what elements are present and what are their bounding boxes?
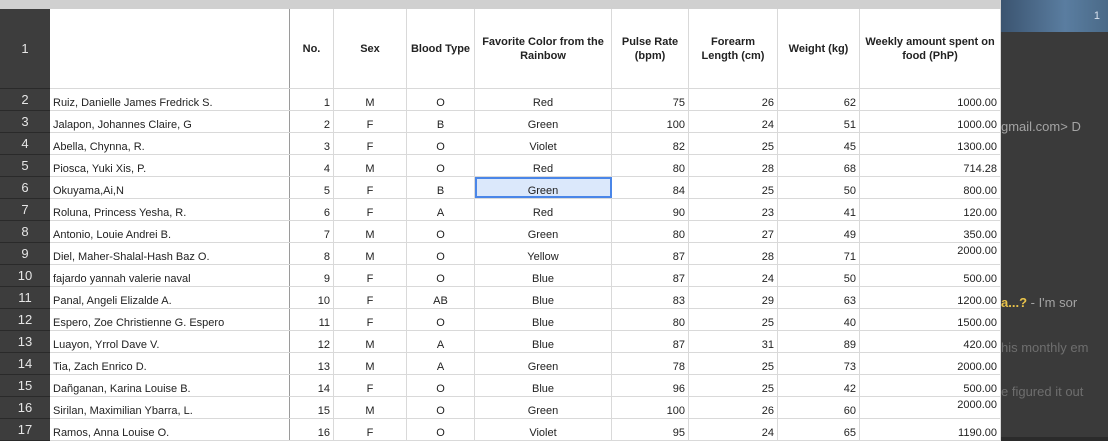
cell-sex[interactable]: F — [334, 287, 407, 308]
cell-forearm-length[interactable]: 26 — [689, 89, 778, 110]
cell-favorite-color[interactable]: Green — [475, 177, 612, 198]
header-sex[interactable]: Sex — [334, 9, 407, 88]
cell-no[interactable]: 8 — [290, 243, 334, 264]
cell-blood-type[interactable]: O — [407, 265, 475, 286]
cell-forearm-length[interactable]: 28 — [689, 155, 778, 176]
cell-pulse-rate[interactable]: 75 — [612, 89, 689, 110]
header-pulse-rate[interactable]: Pulse Rate (bpm) — [612, 9, 689, 88]
cell-food-spend[interactable]: 1200.00 — [860, 287, 1001, 308]
cell-weight[interactable]: 89 — [778, 331, 860, 352]
cell-weight[interactable]: 68 — [778, 155, 860, 176]
background-window — [1001, 0, 1108, 437]
row-number[interactable]: 9 — [0, 243, 50, 265]
cell-name[interactable]: Jalapon, Johannes Claire, G — [50, 111, 290, 132]
cell-blood-type[interactable]: O — [407, 375, 475, 396]
cell-favorite-color[interactable]: Green — [475, 111, 612, 132]
cell-name[interactable]: Roluna, Princess Yesha, R. — [50, 199, 290, 220]
cell-forearm-length[interactable]: 23 — [689, 199, 778, 220]
cell-favorite-color[interactable]: Blue — [475, 309, 612, 330]
row-number[interactable]: 8 — [0, 221, 50, 243]
row-number[interactable]: 10 — [0, 265, 50, 287]
row-number[interactable]: 5 — [0, 155, 50, 177]
cell-pulse-rate[interactable]: 78 — [612, 353, 689, 374]
cell-sex[interactable]: F — [334, 375, 407, 396]
cell-blood-type[interactable]: AB — [407, 287, 475, 308]
cell-forearm-length[interactable]: 24 — [689, 111, 778, 132]
cell-sex[interactable]: M — [334, 155, 407, 176]
cell-name[interactable]: Abella, Chynna, R. — [50, 133, 290, 154]
cell-pulse-rate[interactable]: 100 — [612, 397, 689, 418]
cell-food-spend[interactable]: 500.00 — [860, 375, 1001, 396]
cell-no[interactable]: 1 — [290, 89, 334, 110]
background-text-line-4: e figured it out — [1001, 384, 1084, 399]
cell-food-spend[interactable]: 120.00 — [860, 199, 1001, 220]
row-header-column — [0, 9, 50, 441]
cell-weight[interactable]: 73 — [778, 353, 860, 374]
row-number[interactable]: 6 — [0, 177, 50, 199]
cell-sex[interactable]: M — [334, 89, 407, 110]
cell-no[interactable]: 14 — [290, 375, 334, 396]
cell-food-spend[interactable]: 2000.00 — [860, 353, 1001, 374]
background-text-line-3: his monthly em — [1001, 340, 1089, 355]
cell-favorite-color[interactable]: Blue — [475, 265, 612, 286]
cell-favorite-color[interactable]: Green — [475, 397, 612, 418]
table-row — [50, 111, 1001, 133]
cell-favorite-color[interactable]: Green — [475, 221, 612, 242]
cell-food-spend[interactable]: 420.00 — [860, 331, 1001, 352]
cell-pulse-rate[interactable]: 95 — [612, 419, 689, 440]
cell-forearm-length[interactable]: 26 — [689, 397, 778, 418]
header-weight[interactable]: Weight (kg) — [778, 9, 860, 88]
cell-name[interactable]: Luayon, Yrrol Dave V. — [50, 331, 290, 352]
cell-no[interactable]: 11 — [290, 309, 334, 330]
cell-no[interactable]: 15 — [290, 397, 334, 418]
cell-favorite-color[interactable]: Violet — [475, 419, 612, 440]
cell-food-spend[interactable]: 2000.00 — [860, 397, 1001, 418]
cell-name[interactable]: fajardo yannah valerie naval — [50, 265, 290, 286]
table-row — [50, 287, 1001, 309]
cell-forearm-length[interactable]: 24 — [689, 419, 778, 440]
cell-sex[interactable]: M — [334, 221, 407, 242]
cell-name[interactable]: Diel, Maher-Shalal-Hash Baz O. — [50, 243, 290, 264]
cell-name[interactable]: Okuyama,Ai,N — [50, 177, 290, 198]
cell-no[interactable]: 10 — [290, 287, 334, 308]
cell-no[interactable]: 16 — [290, 419, 334, 440]
cell-pulse-rate[interactable]: 100 — [612, 111, 689, 132]
cell-favorite-color[interactable]: Blue — [475, 375, 612, 396]
cell-name[interactable]: Antonio, Louie Andrei B. — [50, 221, 290, 242]
cell-blood-type[interactable]: O — [407, 309, 475, 330]
cell-forearm-length[interactable]: 25 — [689, 309, 778, 330]
cell-weight[interactable]: 60 — [778, 397, 860, 418]
cell-name[interactable]: Piosca, Yuki Xis, P. — [50, 155, 290, 176]
cell-blood-type[interactable]: O — [407, 133, 475, 154]
cell-blood-type[interactable]: A — [407, 331, 475, 352]
table-row — [50, 265, 1001, 287]
row-number[interactable]: 4 — [0, 133, 50, 155]
cell-pulse-rate[interactable]: 87 — [612, 265, 689, 286]
row-number[interactable]: 12 — [0, 309, 50, 331]
cell-blood-type[interactable]: O — [407, 419, 475, 440]
cell-sex[interactable]: M — [334, 353, 407, 374]
row-number[interactable]: 15 — [0, 375, 50, 397]
cell-sex[interactable]: M — [334, 331, 407, 352]
cell-blood-type[interactable]: O — [407, 221, 475, 242]
cell-no[interactable]: 3 — [290, 133, 334, 154]
cell-sex[interactable]: M — [334, 243, 407, 264]
spreadsheet-grid — [50, 9, 1001, 441]
background-text-line-1: gmail.com> D — [1001, 119, 1081, 134]
cell-name[interactable]: Panal, Angeli Elizalde A. — [50, 287, 290, 308]
background-thumb-text: 1 — [1093, 10, 1100, 22]
cell-food-spend[interactable]: 350.00 — [860, 221, 1001, 242]
cell-blood-type[interactable]: B — [407, 177, 475, 198]
row-number[interactable]: 11 — [0, 287, 50, 309]
cell-forearm-length[interactable]: 28 — [689, 243, 778, 264]
cell-sex[interactable]: F — [334, 111, 407, 132]
cell-weight[interactable]: 65 — [778, 419, 860, 440]
cell-forearm-length[interactable]: 31 — [689, 331, 778, 352]
cell-blood-type[interactable]: B — [407, 111, 475, 132]
cell-no[interactable]: 2 — [290, 111, 334, 132]
table-row — [50, 177, 1001, 199]
cell-weight[interactable]: 45 — [778, 133, 860, 154]
table-row — [50, 309, 1001, 331]
cell-no[interactable]: 9 — [290, 265, 334, 286]
cell-food-spend[interactable]: 1190.00 — [860, 419, 1001, 440]
cell-weight[interactable]: 40 — [778, 309, 860, 330]
cell-name[interactable]: Tia, Zach Enrico D. — [50, 353, 290, 374]
cell-forearm-length[interactable]: 27 — [689, 221, 778, 242]
row-number[interactable]: 17 — [0, 419, 50, 441]
cell-pulse-rate[interactable]: 80 — [612, 309, 689, 330]
row-number[interactable]: 1 — [0, 9, 50, 89]
cell-pulse-rate[interactable]: 82 — [612, 133, 689, 154]
cell-weight[interactable]: 42 — [778, 375, 860, 396]
cell-sex[interactable]: F — [334, 177, 407, 198]
cell-forearm-length[interactable]: 29 — [689, 287, 778, 308]
cell-blood-type[interactable]: A — [407, 199, 475, 220]
cell-favorite-color[interactable]: Green — [475, 353, 612, 374]
row-number[interactable]: 14 — [0, 353, 50, 375]
cell-favorite-color[interactable]: Yellow — [475, 243, 612, 264]
header-food-spend[interactable]: Weekly amount spent on food (PhP) — [860, 9, 1001, 88]
cell-pulse-rate[interactable]: 84 — [612, 177, 689, 198]
cell-favorite-color[interactable]: Blue — [475, 287, 612, 308]
cell-blood-type[interactable]: O — [407, 243, 475, 264]
cell-food-spend[interactable]: 2000.00 — [860, 243, 1001, 264]
cell-food-spend[interactable]: 1000.00 — [860, 89, 1001, 110]
cell-no[interactable]: 7 — [290, 221, 334, 242]
cell-name[interactable]: Dañganan, Karina Louise B. — [50, 375, 290, 396]
cell-forearm-length[interactable]: 24 — [689, 265, 778, 286]
cell-sex[interactable]: M — [334, 397, 407, 418]
cell-no[interactable]: 13 — [290, 353, 334, 374]
header-forearm-length[interactable]: Forearm Length (cm) — [689, 9, 778, 88]
cell-food-spend[interactable]: 1300.00 — [860, 133, 1001, 154]
cell-weight[interactable]: 50 — [778, 265, 860, 286]
row-number[interactable]: 3 — [0, 111, 50, 133]
cell-favorite-color[interactable]: Red — [475, 199, 612, 220]
cell-name[interactable]: Sirilan, Maximilian Ybarra, L. — [50, 397, 290, 418]
header-row — [50, 9, 1001, 89]
cell-food-spend[interactable]: 500.00 — [860, 265, 1001, 286]
cell-pulse-rate[interactable]: 80 — [612, 221, 689, 242]
header-blood-type[interactable]: Blood Type — [407, 9, 475, 88]
cell-weight[interactable]: 71 — [778, 243, 860, 264]
cell-blood-type[interactable]: O — [407, 397, 475, 418]
table-row — [50, 89, 1001, 111]
cell-pulse-rate[interactable]: 96 — [612, 375, 689, 396]
table-row — [50, 419, 1001, 441]
cell-favorite-color[interactable]: Red — [475, 155, 612, 176]
cell-weight[interactable]: 50 — [778, 177, 860, 198]
cell-forearm-length[interactable]: 25 — [689, 353, 778, 374]
cell-pulse-rate[interactable]: 87 — [612, 243, 689, 264]
cell-food-spend[interactable]: 1500.00 — [860, 309, 1001, 330]
cell-no[interactable]: 5 — [290, 177, 334, 198]
cell-name[interactable]: Ruiz, Danielle James Fredrick S. — [50, 89, 290, 110]
cell-forearm-length[interactable]: 25 — [689, 133, 778, 154]
cell-sex[interactable]: F — [334, 199, 407, 220]
cell-food-spend[interactable]: 714.28 — [860, 155, 1001, 176]
cell-sex[interactable]: F — [334, 133, 407, 154]
cell-no[interactable]: 12 — [290, 331, 334, 352]
cell-food-spend[interactable]: 1000.00 — [860, 111, 1001, 132]
header-name[interactable] — [50, 9, 290, 88]
table-row — [50, 353, 1001, 375]
table-row — [50, 397, 1001, 419]
cell-favorite-color[interactable]: Red — [475, 89, 612, 110]
cell-food-spend[interactable]: 800.00 — [860, 177, 1001, 198]
row-number[interactable]: 7 — [0, 199, 50, 221]
header-favorite-color[interactable]: Favorite Color from the Rainbow — [475, 9, 612, 88]
background-thumbnail — [1001, 0, 1108, 32]
cell-forearm-length[interactable]: 25 — [689, 375, 778, 396]
cell-sex[interactable]: F — [334, 419, 407, 440]
header-no[interactable]: No. — [290, 9, 334, 88]
cell-favorite-color[interactable]: Blue — [475, 331, 612, 352]
background-text-rest: - I'm sor — [1027, 295, 1078, 310]
cell-weight[interactable]: 49 — [778, 221, 860, 242]
cell-weight[interactable]: 63 — [778, 287, 860, 308]
cell-sex[interactable]: F — [334, 265, 407, 286]
cell-blood-type[interactable]: O — [407, 155, 475, 176]
table-row — [50, 221, 1001, 243]
cell-name[interactable]: Espero, Zoe Christienne G. Espero — [50, 309, 290, 330]
cell-pulse-rate[interactable]: 90 — [612, 199, 689, 220]
cell-weight[interactable]: 41 — [778, 199, 860, 220]
sheet-top-strip — [0, 0, 1001, 9]
cell-favorite-color[interactable]: Violet — [475, 133, 612, 154]
table-row — [50, 331, 1001, 353]
cell-weight[interactable]: 62 — [778, 89, 860, 110]
table-row — [50, 375, 1001, 397]
row-number[interactable]: 16 — [0, 397, 50, 419]
cell-name[interactable]: Ramos, Anna Louise O. — [50, 419, 290, 440]
cell-pulse-rate[interactable]: 83 — [612, 287, 689, 308]
cell-pulse-rate[interactable]: 80 — [612, 155, 689, 176]
table-row — [50, 243, 1001, 265]
cell-forearm-length[interactable]: 25 — [689, 177, 778, 198]
table-row — [50, 155, 1001, 177]
table-row — [50, 133, 1001, 155]
row-number[interactable]: 2 — [0, 89, 50, 111]
table-row — [50, 199, 1001, 221]
background-text-line-2 — [1001, 295, 1077, 310]
cell-pulse-rate[interactable]: 87 — [612, 331, 689, 352]
row-number[interactable]: 13 — [0, 331, 50, 353]
cell-blood-type[interactable]: A — [407, 353, 475, 374]
cell-no[interactable]: 6 — [290, 199, 334, 220]
cell-weight[interactable]: 51 — [778, 111, 860, 132]
cell-blood-type[interactable]: O — [407, 89, 475, 110]
cell-no[interactable]: 4 — [290, 155, 334, 176]
cell-sex[interactable]: F — [334, 309, 407, 330]
background-text-bold: a...? — [1001, 295, 1028, 310]
